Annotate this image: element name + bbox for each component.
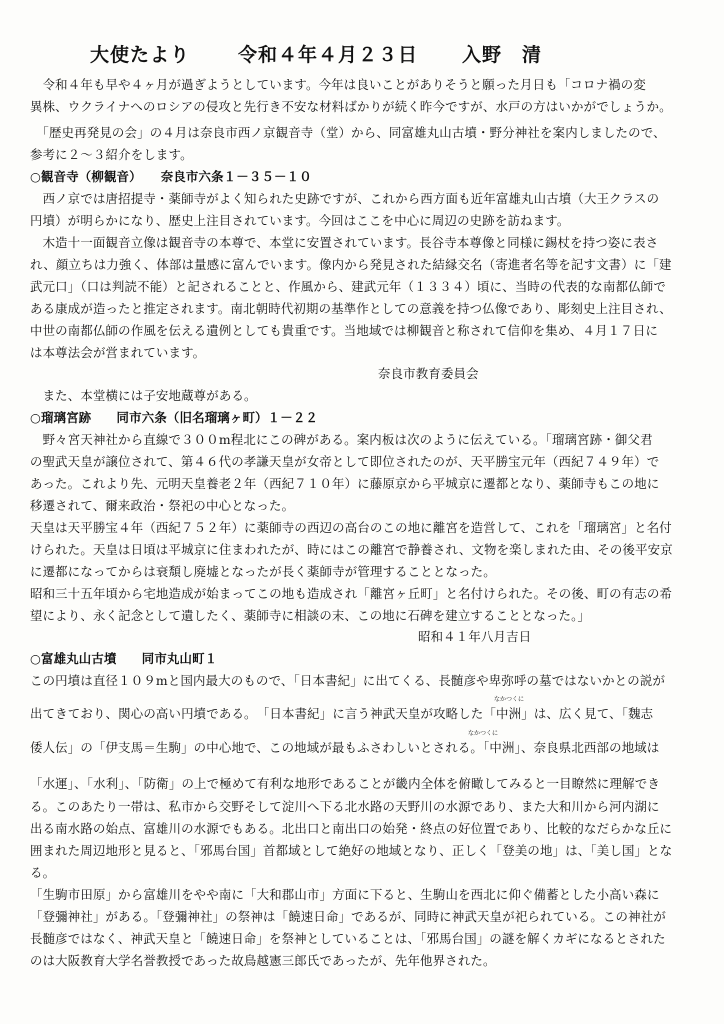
- paragraph-line: 武元口」（口は判読不能）と記されることと、作風から、建武元年（１３３４）頃に、当時の代表的な南都仏師で: [30, 279, 666, 294]
- paragraph-line: の聖武天皇が譲位されて、第４６代の孝謙天皇が女帝として即位されたのが、天平勝宝元年（西紀７４９年）で: [30, 454, 660, 469]
- signature-board-of-education: 奈良市教育委員会: [378, 366, 479, 381]
- paragraph-line: 昭和三十五年頃から宅地造成が始まってこの地も造成され「離宮ヶ丘町」と名付けられた。その後、町の有志の希: [30, 586, 673, 601]
- paragraph-line: 円墳）が明らかになり、歴史上注目されています。今回はここを中心に周辺の史跡を訪ねます。: [30, 213, 570, 228]
- paragraph-line: 囲まれた周辺地形と見ると、「邪馬台国」首都域として絶好の地域となり、正しく「登美の地」は、「美し国」とな: [30, 843, 673, 858]
- paragraph-line: あった。これより先、元明天皇養老２年（西紀７１０年）に藤原京から平城京に遷都となり、薬師寺もこの地に: [30, 476, 660, 491]
- paragraph-line: 長髄彦ではなく、神武天皇と「饒速日命」を祭神としていることは、「邪馬台国」の謎を解くカギになるとされた: [30, 931, 666, 946]
- paragraph-line: 令和４年も早や４ヶ月が過ぎようとしています。今年は良いことがありそうと願った月日も「コロナ禍の変: [30, 77, 646, 92]
- paragraph-line: 「登彌神社」がある。「登彌神社」の祭神は「饒速日命」であるが、同時に神武天皇が祀られている。この神社が: [30, 909, 666, 924]
- paragraph-line: 野々宮天神社から直線で３００m程北にこの碑がある。案内板は次のように伝えている。「瑠璃宮跡・御父君: [30, 432, 653, 447]
- paragraph-line: 西ノ京では唐招提寺・薬師寺がよく知られた史跡ですが、これから西方面も近年富雄丸山古墳（大王クラスの: [30, 191, 660, 206]
- paragraph-line: 倭人伝」の「伊支馬＝生駒」の中心地で、この地域が最もふさわしいとされる。「中洲」、奈良県北西部の地域は: [30, 740, 660, 755]
- paragraph-line: 参考に２～３紹介をします。: [30, 147, 193, 162]
- paragraph-line: る。: [30, 865, 56, 880]
- paragraph-line: のは大阪教育大学名誉教授であった故鳥越憲三郎氏であったが、先年他界された。: [30, 953, 496, 968]
- paragraph-line: ある康成が造ったと推定されます。南北朝時代初期の基準作としての意義を持つ仏像であり、彫刻史上注目され、: [30, 301, 672, 316]
- ruby-annotation: なかつくに: [494, 696, 525, 703]
- paragraph-line: 出てきており、関心の高い円墳である。 「日本書紀」に言う神武天皇が攻略した「中洲」は、広く見て、「魏志: [30, 706, 654, 721]
- paragraph-line: 「水運」、「水利」、「防衛」の上で極めて有利な地形であることが畿内全体を俯瞰してみると一目瞭然に理解でき: [30, 776, 660, 791]
- paragraph-line: 「生駒市田原」から富雄川をやや南に「大和郡山市」方面に下ると、生駒山を西北に仰ぐ備蓄とした小高い森に: [30, 887, 660, 902]
- paragraph-line: 出る南水路の始点、富雄川の水源でもある。北出口と南出口の始発・終点の好位置であり、比較的なだらかな丘に: [30, 821, 673, 836]
- paragraph-line: この円墳は直径１０９mと国内最大のもので、「日本書紀」に出てくる、長髄彦や卑弥呼の墓ではないかとの説が: [30, 673, 666, 688]
- newsletter-title: 大使たより: [90, 44, 191, 66]
- paragraph-line: れ、顔立ちは力強く、体部は量感に富んでいます。像内から発見された結縁交名（寄進者名等を記す文書）に「建: [30, 257, 672, 272]
- paragraph-line: 「歴史再発見の会」の４月は奈良市西ノ京観音寺（堂）から、同富雄丸山古墳・野分神社を案内しましたので、: [30, 125, 666, 140]
- paragraph-line: 異株、ウクライナへのロシアの侵攻と先行き不安な材料ばかりが続く昨今ですが、水戸の方はいかがでしょうか。: [30, 99, 672, 114]
- paragraph-line: 移遷されて、爾来政治・祭祀の中心となった。: [30, 498, 295, 513]
- ruby-annotation: なかつくに: [468, 730, 499, 737]
- newsletter-date: 令和４年４月２３日: [238, 44, 419, 66]
- section-heading-tomio-maruyama: ○富雄丸山古墳 同市丸山町１: [30, 651, 218, 666]
- paragraph-line: に遷都になってからは衰頽し廃墟となったが長く薬師寺が管理することとなった。: [30, 564, 496, 579]
- section-heading-kannonji: ○観音寺（柳観音） 奈良市六条１－３５－１０: [30, 169, 312, 184]
- paragraph-line: 中世の南都仏師の作風を伝える遺例としても貴重です。当地域では柳観音と称されて信仰を集め、４月１７日に: [30, 323, 659, 338]
- paragraph-line: は本尊法会が営まれています。: [30, 345, 206, 360]
- paragraph-line: 木造十一面観音立像は観音寺の本尊で、本堂に安置されています。長谷寺本尊像と同様に錫杖を持つ姿に表さ: [30, 235, 659, 250]
- paragraph-line: 望により、永く記念として遺したく、薬師寺に相談の末、この地に石碑を建立することとなった。」: [30, 608, 591, 623]
- inscription-date: 昭和４１年八月吉日: [418, 629, 532, 644]
- author-name: 入野 清: [462, 44, 543, 66]
- paragraph-line: けられた。天皇は日頃は平城京に住まわれたが、時にはこの離宮で静養され、文物を楽しまれた由、その後平安京: [30, 542, 673, 557]
- paragraph-line: また、本堂横には子安地蔵尊がある。: [30, 388, 257, 403]
- paragraph-line: 天皇は天平勝宝４年（西紀７５２年）に薬師寺の西辺の高台のこの地に離宮を造営して、これを「瑠璃宮」と名付: [30, 520, 672, 535]
- section-heading-rurinomiya: ○瑠璃宮跡 同市六条（旧名瑠璃ヶ町）１－２２: [30, 410, 319, 425]
- paragraph-line: る。このあたり一帯は、私市から交野そして淀川へ下る北水路の天野川の水源であり、また大和川から河内湖に: [30, 799, 660, 814]
